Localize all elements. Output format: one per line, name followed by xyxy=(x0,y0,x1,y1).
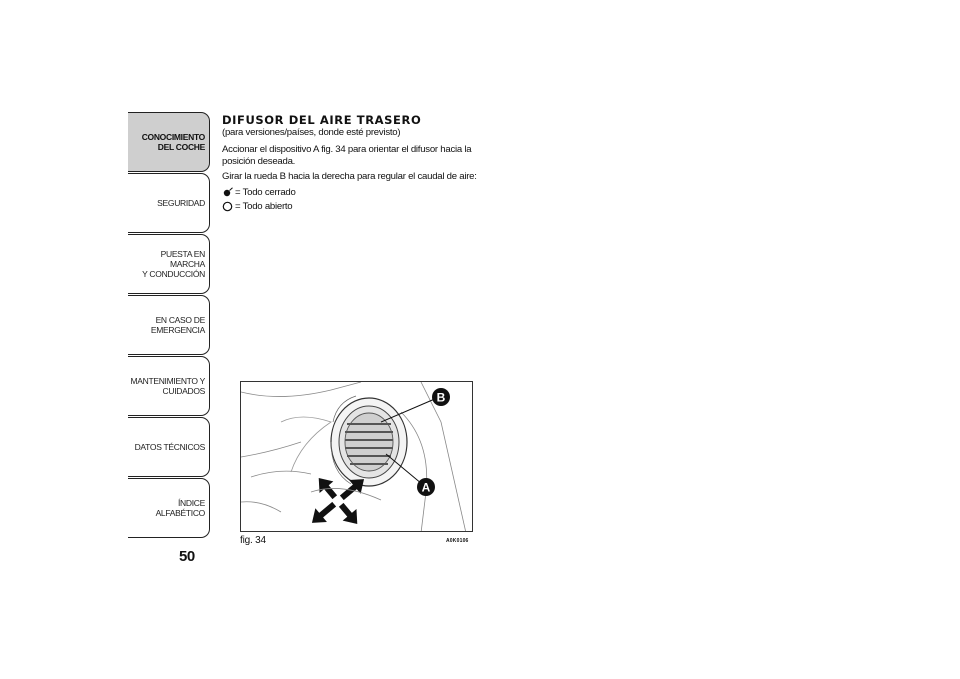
figure-34-illustration xyxy=(240,381,473,532)
filled-circle-icon xyxy=(222,187,233,198)
section-title: DIFUSOR DEL AIRE TRASERO xyxy=(222,113,422,127)
tab-en-caso-de-emergencia[interactable] xyxy=(128,295,210,355)
tab-label: SEGURIDAD xyxy=(157,198,205,208)
tab-label: DATOS TÉCNICOS xyxy=(134,442,205,452)
section-subtitle: (para versiones/países, donde esté previsto) xyxy=(222,127,401,138)
tab-puesta-en-marcha[interactable] xyxy=(128,234,210,294)
open-circle-icon xyxy=(222,201,233,212)
tab-indice-alfabetico[interactable] xyxy=(128,478,210,538)
tab-label: CONOCIMIENTO DEL COCHE xyxy=(141,132,205,152)
tab-datos-tecnicos[interactable] xyxy=(128,417,210,477)
tab-conocimiento-del-coche[interactable] xyxy=(128,112,210,172)
paragraph-1: Accionar el dispositivo A fig. 34 para orientar el difusor hacia la posición deseada. xyxy=(222,144,472,167)
section-content xyxy=(222,114,482,215)
figure-caption: fig. 34 xyxy=(240,535,266,546)
legend-open xyxy=(222,201,482,213)
tab-seguridad[interactable] xyxy=(128,173,210,233)
tab-label: EN CASO DE EMERGENCIA xyxy=(150,315,205,335)
tab-mantenimiento[interactable] xyxy=(128,356,210,416)
paragraph-2: Girar la rueda B hacia la derecha para regular el caudal de aire: xyxy=(222,171,477,183)
figure-code: A0K0106 xyxy=(446,538,469,544)
page-number: 50 xyxy=(179,548,195,565)
legend-closed xyxy=(222,187,482,199)
air-vent-drawing xyxy=(241,382,473,532)
legend-open-text: = Todo abierto xyxy=(235,200,293,212)
chapter-sidebar xyxy=(128,112,210,539)
label-a: A xyxy=(421,480,431,495)
legend-closed-text: = Todo cerrado xyxy=(235,186,296,198)
tab-label: MANTENIMIENTO Y CUIDADOS xyxy=(130,376,205,396)
label-b: B xyxy=(436,390,446,405)
tab-label: ÍNDICE ALFABÉTICO xyxy=(155,498,205,518)
tab-label: PUESTA EN MARCHA Y CONDUCCIÓN xyxy=(142,249,205,279)
